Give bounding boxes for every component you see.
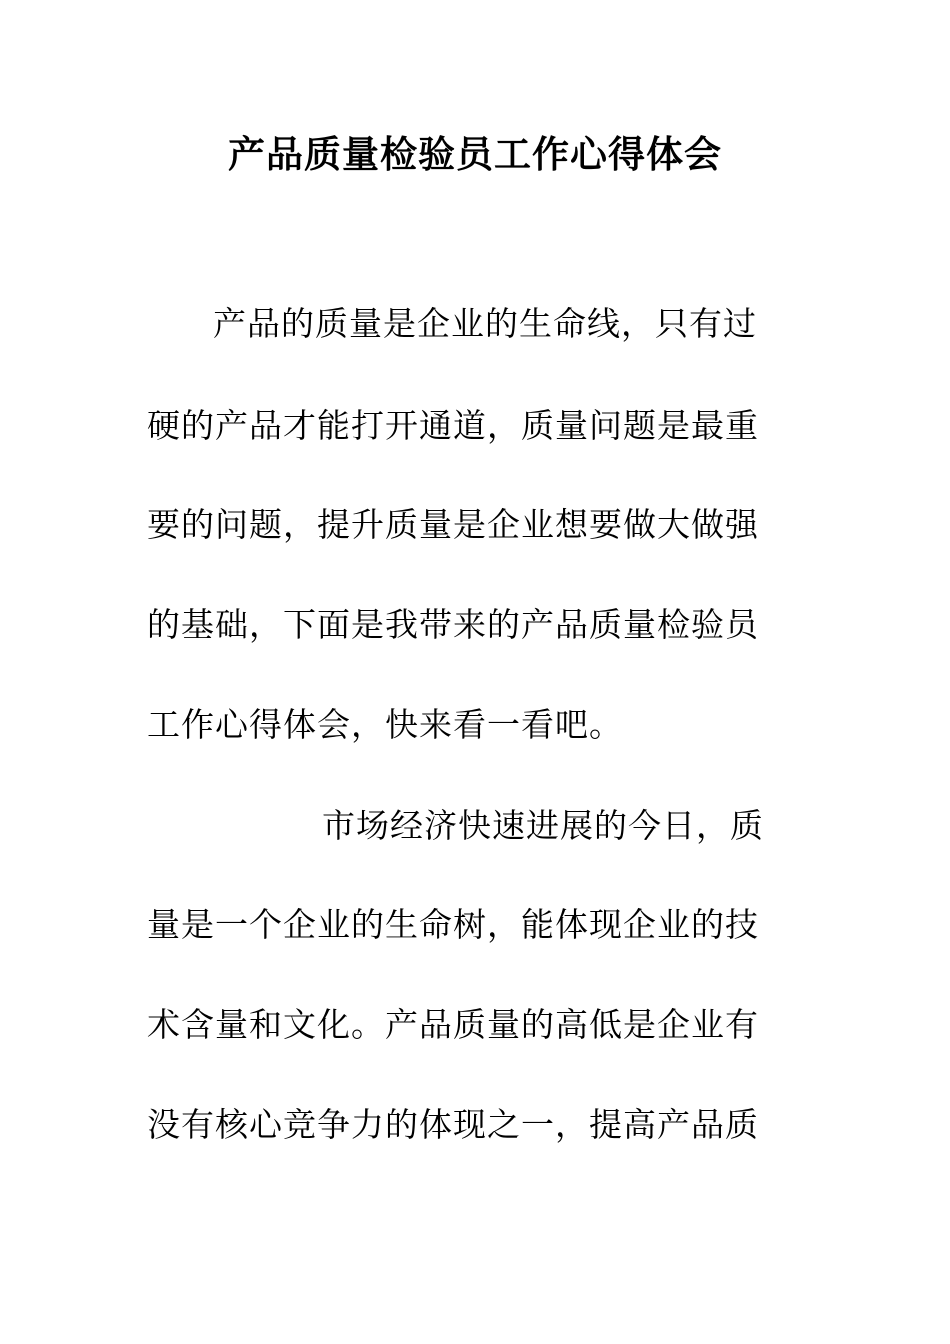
paragraph-line: 的基础，下面是我带来的产品质量检验员 — [147, 605, 759, 644]
document-title: 产品质量检验员工作心得体会 — [228, 132, 722, 176]
paragraph-line: 产品的质量是企业的生命线，只有过 — [213, 304, 757, 343]
paragraph-line: 术含量和文化。产品质量的高低是企业有 — [147, 1005, 759, 1044]
paragraph-line: 量是一个企业的生命树，能体现企业的技 — [147, 905, 759, 944]
paragraph-line: 没有核心竞争力的体现之一，提高产品质 — [147, 1105, 759, 1144]
paragraph-line: 硬的产品才能打开通道，质量问题是最重 — [147, 406, 759, 445]
paragraph-line: 工作心得体会，快来看一看吧。 — [147, 705, 623, 744]
paragraph-line: 要的问题，提升质量是企业想要做大做强 — [147, 505, 759, 544]
paragraph-line: 市场经济快速进展的今日，质 — [322, 806, 764, 845]
